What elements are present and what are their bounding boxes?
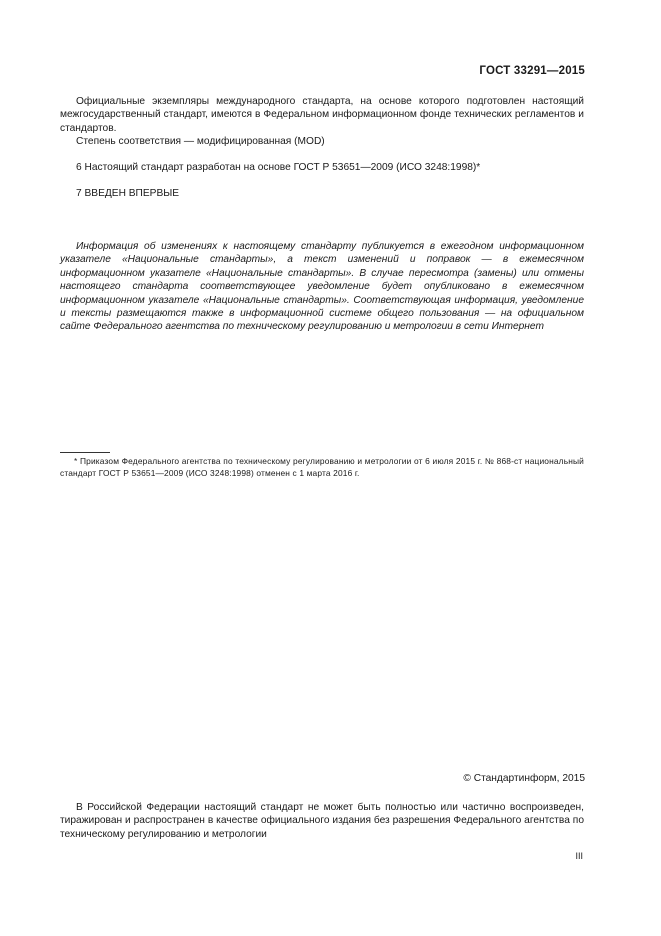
copyright-line: © Стандартинформ, 2015 (463, 773, 585, 784)
rights-notice-text: В Российской Федерации настоящий стандарт не может быть полностью или частично воспроизведен, тиражирован и распространен в качестве официального издания без разрешения Федерального агентства по техническому регулированию и метрологии (60, 802, 584, 840)
item-7-text: 7 ВВЕДЕН ВПЕРВЫЕ (76, 188, 180, 199)
info-notice-block (60, 240, 584, 334)
item-6 (60, 161, 584, 174)
intro-block (60, 95, 584, 149)
footnote (60, 456, 584, 479)
item-7 (60, 187, 584, 200)
item-6-text: 6 Настоящий стандарт разработан на основе ГОСТ Р 53651—2009 (ИСО 3248:1998)* (76, 162, 481, 173)
document-code-header: ГОСТ 33291—2015 (479, 65, 585, 77)
official-copies-paragraph: Официальные экземпляры международного стандарта, на основе которого подготовлен настоящий межгосударственный стандарт, имеются в Федеральном информационном фонде технических регламентов и стандартов. (60, 96, 584, 134)
rights-notice-block (60, 801, 584, 841)
info-notice-text: Информация об изменениях к настоящему стандарту публикуется в ежегодном информационном указателе «Национальные стандарты», а текст изменений и поправок — в ежемесячном информационном указателе «Национальные стандарты». В случае пересмотра (замены) или отмены настоящего стандарта соответствующее уведомление будет опубликовано в ежемесячном информационном указателе «Национальные стандарты». Соответствующая информация, уведомление и тексты размещаются также в информационной системе общего пользования — на официальном сайте Федерального агентства по техническому регулированию и метрологии в сети Интернет (60, 241, 584, 333)
page-number: III (575, 851, 583, 861)
footnote-text: * Приказом Федерального агентства по техническому регулированию и метрологии от 6 июля 2015 г. № 868-ст национальный стандарт ГОСТ Р 53651—2009 (ИСО 3248:1998) отменен с 1 марта 2016 г. (60, 456, 584, 478)
degree-of-conformity: Степень соответствия — модифицированная (MOD) (76, 136, 325, 148)
footnote-separator (60, 452, 110, 453)
